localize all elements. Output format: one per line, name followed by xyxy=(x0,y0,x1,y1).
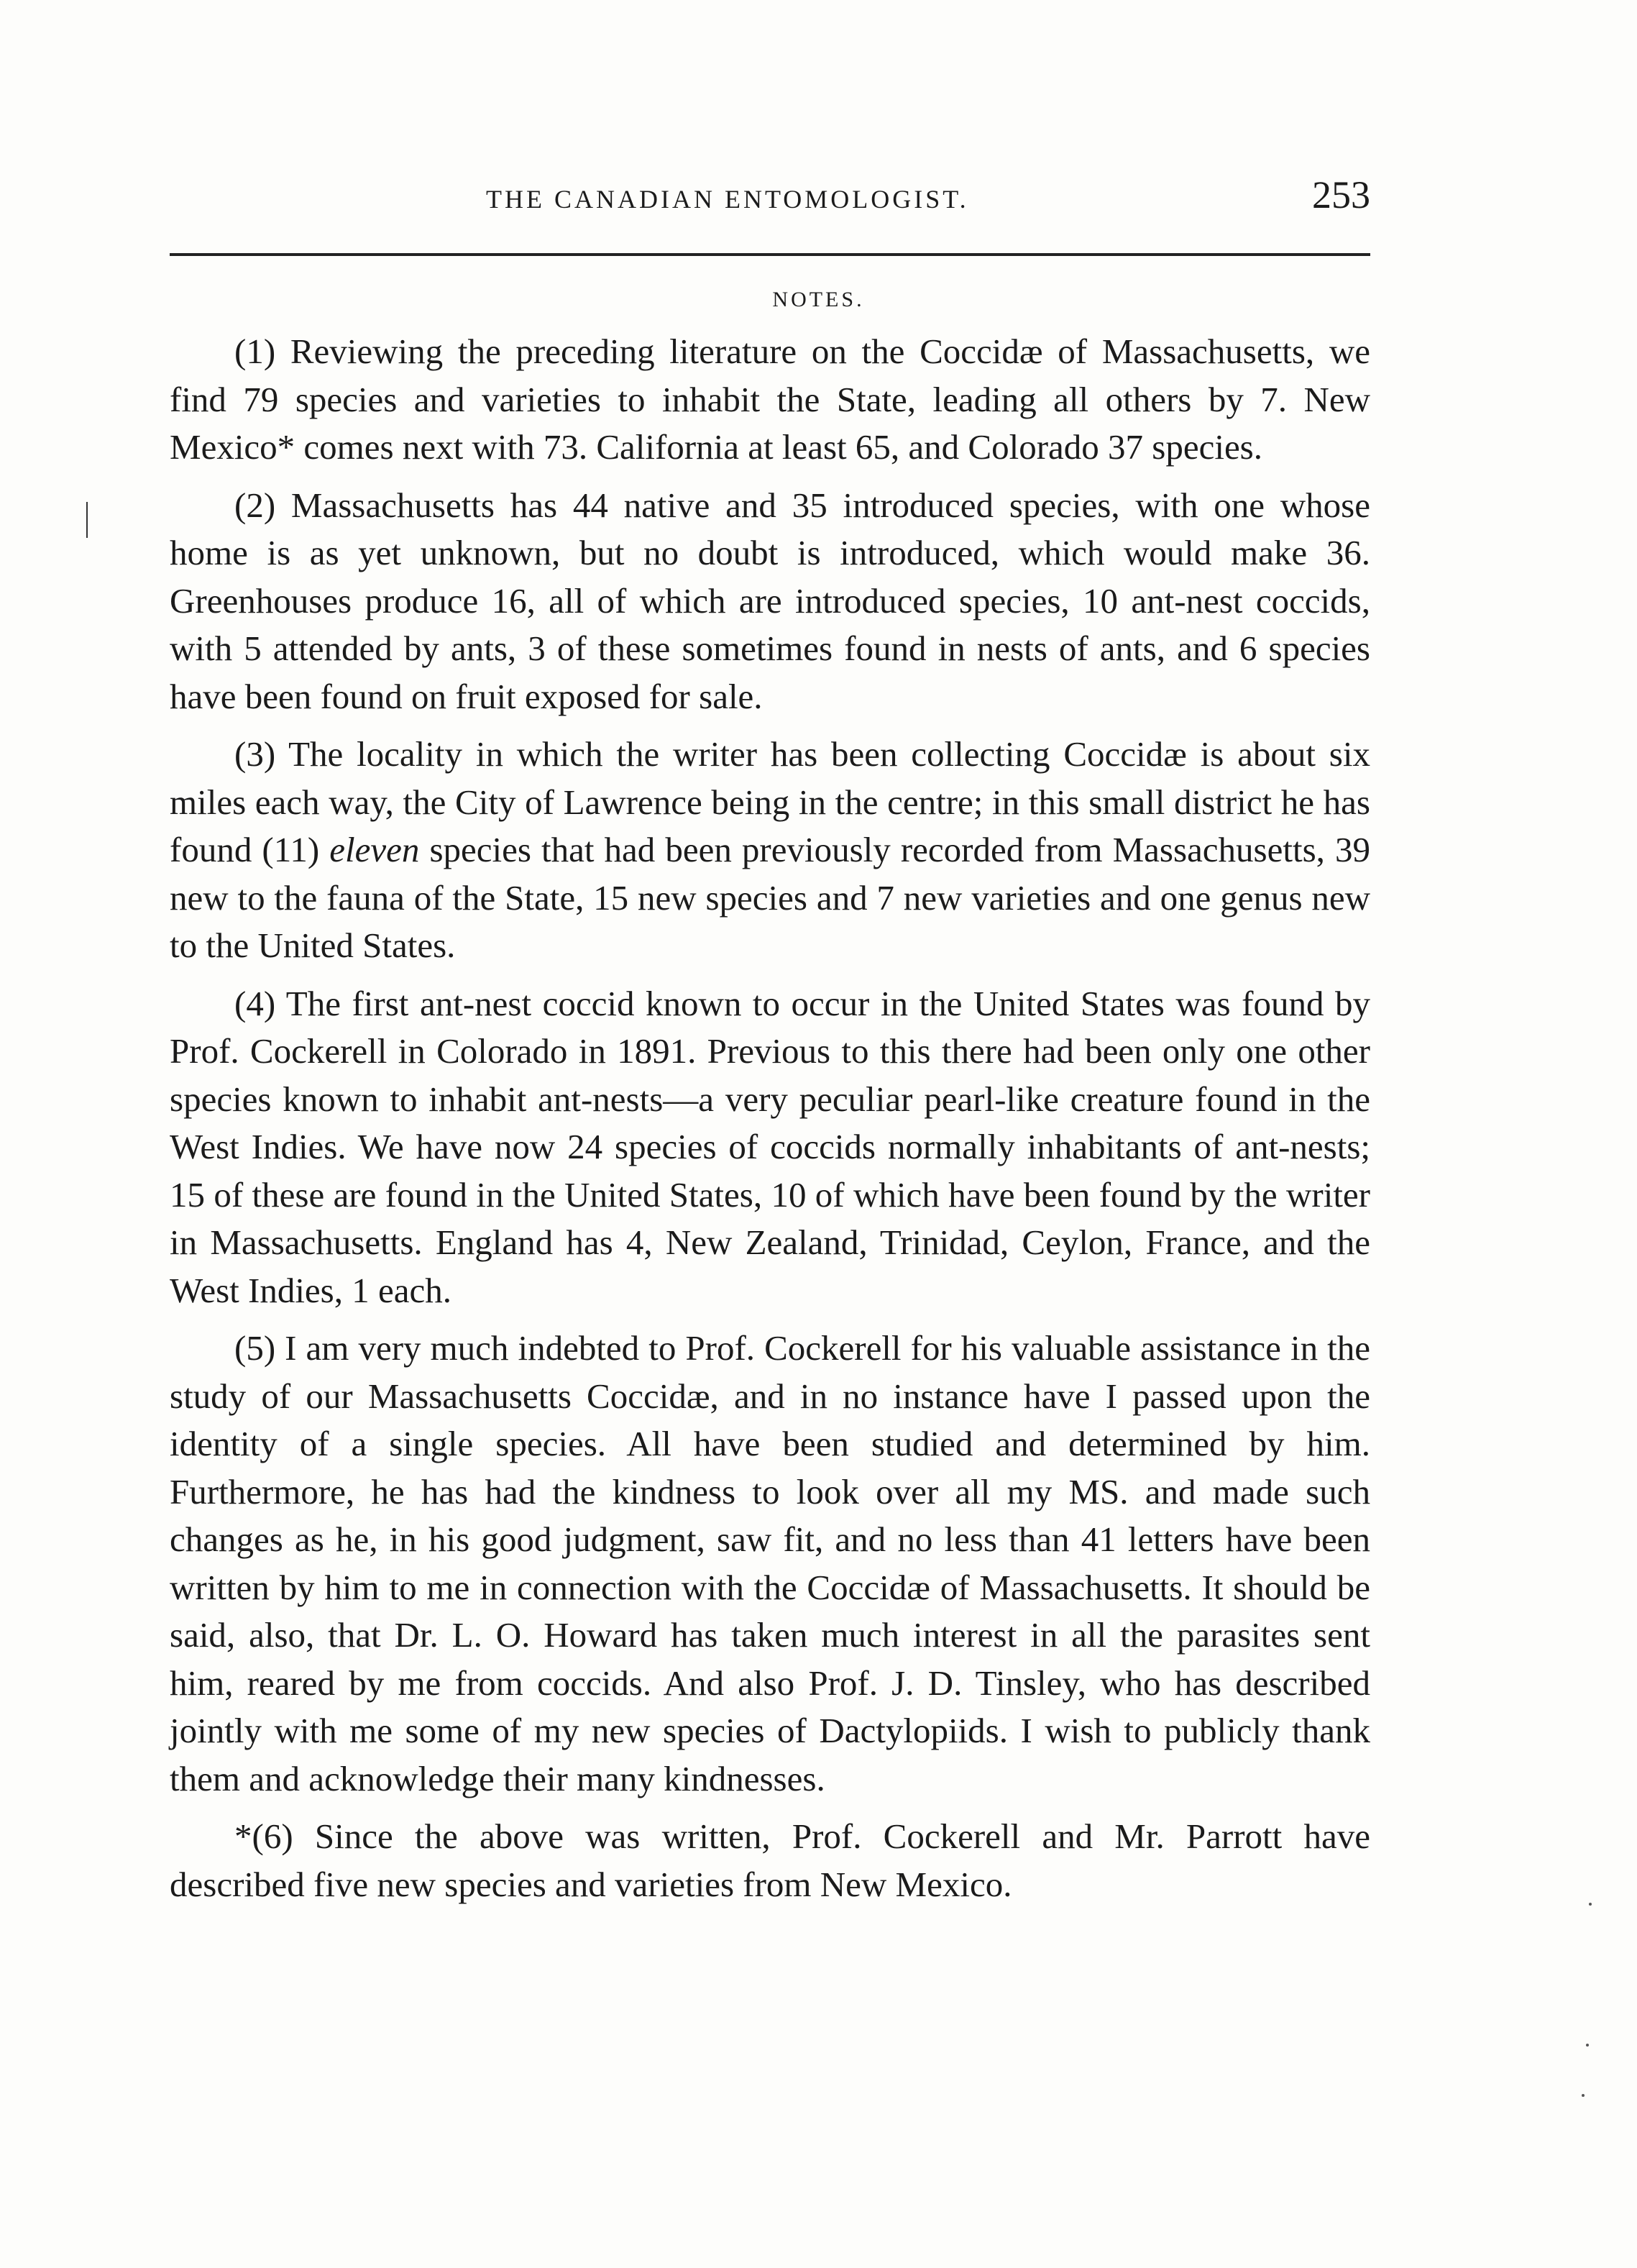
running-title: THE CANADIAN ENTOMOLOGIST. xyxy=(486,185,969,214)
note-3-text-before: (3) The locality in which the writer has been collecting Coccidæ is about six miles each way, the City of Lawrence being in the centre; in this small district he has found (11) xyxy=(170,734,1370,869)
notes-heading: NOTES. xyxy=(772,288,865,311)
note-paragraph-3 xyxy=(170,731,1370,970)
note-paragraph-4: (4) The first ant-nest coccid known to occur in the United States was found by Prof. Cockerell in Colorado in 1891. Previous to this there had been only one other species known to inhabit ant-nests—a very peculiar pearl-like creature found in the West Indies. We have now 24 species of coccids normally inhabitants of ant-nests; 15 of these are found in the United States, 10 of which have been found by the writer in Massachusetts. England has 4, New Zealand, Trinidad, Ceylon, France, and the West Indies, 1 each. xyxy=(170,983,1370,1310)
note-paragraph-5: (5) I am very much indebted to Prof. Cockerell for his valuable assistance in the study of our Massachusetts Coccidæ, and in no instance have I passed upon the identity of a single species. All have been studied and determined by him. Furthermore, he has had the kindness to look over all my MS. and made such changes as he, in his good judgment, saw fit, and no less than 41 letters have been written by him to me in connection with the Coccidæ of Massachusetts. It should be said, also, that Dr. L. O. Howard has taken much interest in all the parasites sent him, reared by me from coccids. And also Prof. J. D. Tinsley, who has described jointly with me some of my new species of Dactylopiids. I wish to publicly thank them and acknowledge their many kindnesses. xyxy=(170,1328,1370,1798)
note-3-text-after: species that had been previously recorded from Massachusetts, 39 new to the fauna of the State, 15 new species and 7 new varieties and one genus new to the United States. xyxy=(170,830,1370,965)
margin-mark xyxy=(86,502,88,538)
note-paragraph-2: (2) Massachusetts has 44 native and 35 introduced species, with one whose home is as yet unknown, but no doubt is introduced, which would make 36. Greenhouses produce 16, all of which are introduced species, 10 ant-nest coccids, with 5 attended by ants, 3 of these sometimes found in nests of ants, and 6 species have been found on fruit exposed for sale. xyxy=(170,485,1370,716)
page-number: 253 xyxy=(1312,173,1370,216)
scan-speck xyxy=(1586,2044,1589,2047)
page-header xyxy=(170,173,1370,230)
scan-speck xyxy=(1582,2094,1585,2097)
note-paragraph-6: *(6) Since the above was written, Prof. Cockerell and Mr. Parrott have described five new species and varieties from New Mexico. xyxy=(170,1816,1370,1904)
note-3-emphasis: eleven xyxy=(329,830,420,869)
notes-body xyxy=(170,328,1370,1919)
header-rule xyxy=(170,253,1370,256)
scan-speck xyxy=(1589,1903,1592,1906)
note-paragraph-1: (1) Reviewing the preceding literature on the Coccidæ of Massachusetts, we find 79 species and varieties to inhabit the State, leading all others by 7. New Mexico* comes next with 73. California at least 65, and Colorado 37 species. xyxy=(170,331,1370,467)
